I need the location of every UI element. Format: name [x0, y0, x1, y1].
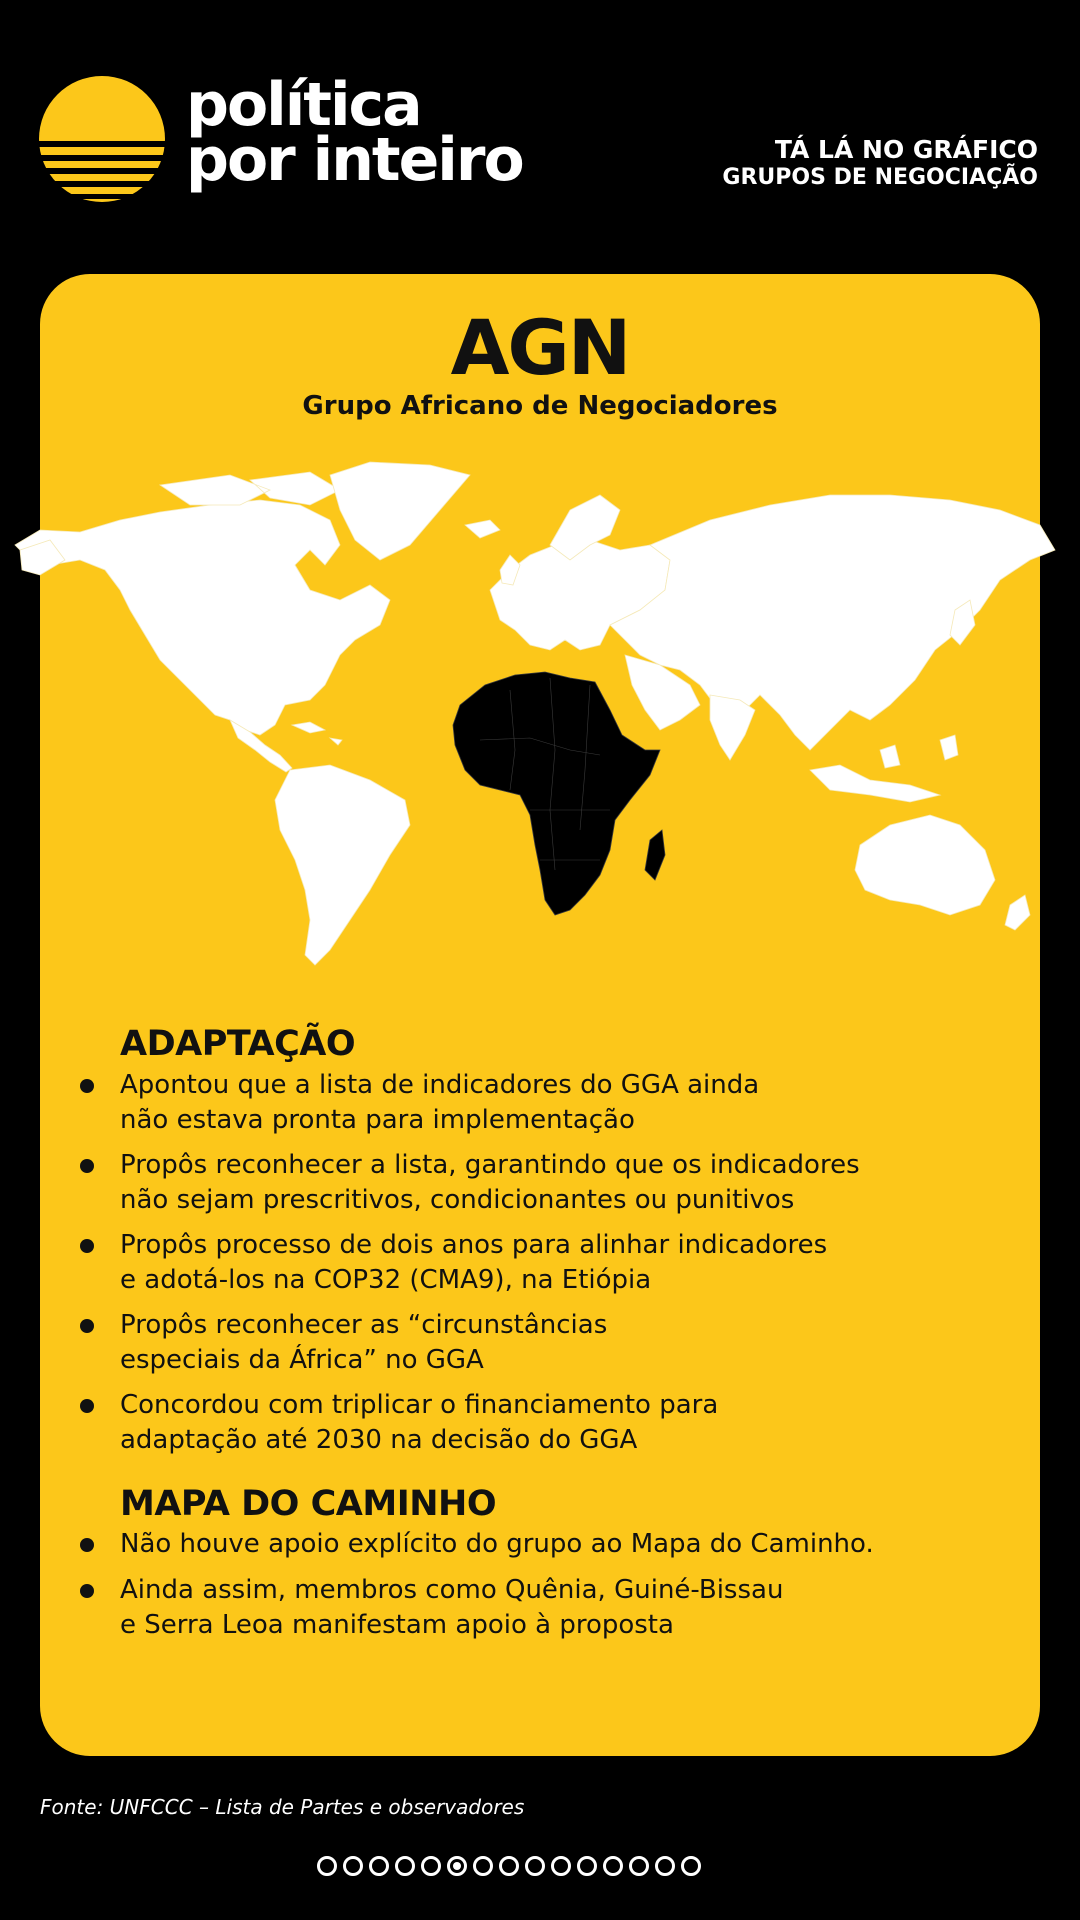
list-item-line: Propôs processo de dois anos para alinhar indicadores	[120, 1230, 828, 1260]
list-item-line: Ainda assim, membros como Quênia, Guiné-Bissau	[120, 1575, 784, 1605]
page-dot[interactable]	[343, 1856, 363, 1876]
carousel-pagination[interactable]	[317, 1856, 701, 1876]
list-item-line: Propôs reconhecer as “circunstâncias	[120, 1310, 608, 1340]
list-item-line: não estava pronta para implementação	[120, 1105, 635, 1135]
south-america-shape	[275, 765, 410, 965]
page-dot[interactable]	[395, 1856, 415, 1876]
australia-shape	[855, 815, 995, 915]
page-dot[interactable]	[551, 1856, 571, 1876]
caribbean-shape	[292, 722, 342, 745]
page-dot[interactable]	[603, 1856, 623, 1876]
list-item-line: especiais da África” no GGA	[120, 1345, 484, 1375]
list-item-line: adaptação até 2030 na decisão do GGA	[120, 1425, 638, 1455]
page-dot[interactable]	[525, 1856, 545, 1876]
map-land-highlight	[453, 672, 665, 915]
kicker-line-1: TÁ LÁ NO GRÁFICO	[774, 135, 1038, 164]
list-item-line: Não houve apoio explícito do grupo ao Mapa do Caminho.	[120, 1529, 874, 1559]
page-dot[interactable]	[577, 1856, 597, 1876]
series-kicker	[722, 136, 1038, 192]
page-dot[interactable]	[499, 1856, 519, 1876]
page-dot[interactable]	[655, 1856, 675, 1876]
page-title: AGN	[450, 303, 630, 392]
arctic-islands-shape	[160, 472, 340, 505]
page-dot[interactable]	[317, 1856, 337, 1876]
kicker-line-2: GRUPOS DE NEGOCIAÇÃO	[722, 165, 1038, 190]
list-item-line: Concordou com triplicar o financiamento para	[120, 1390, 719, 1420]
list-item-line: e Serra Leoa manifestam apoio à proposta	[120, 1610, 674, 1640]
sun-logo-icon	[38, 75, 166, 203]
sea-islands-shape	[810, 735, 958, 802]
greenland-shape	[330, 462, 470, 560]
madagascar-shape	[645, 830, 665, 880]
page-dot[interactable]	[629, 1856, 649, 1876]
source-note: Fonte: UNFCCC – Lista de Partes e observadores	[40, 1795, 525, 1819]
page-dot[interactable]	[369, 1856, 389, 1876]
brand-line-1: política	[186, 70, 421, 140]
section-heading-mapa-do-caminho: MAPA DO CAMINHO	[120, 1484, 497, 1524]
page-subtitle: Grupo Africano de Negociadores	[302, 391, 778, 421]
list-item-line: e adotá-los na COP32 (CMA9), na Etiópia	[120, 1265, 652, 1295]
page-dot[interactable]	[421, 1856, 441, 1876]
new-zealand-shape	[1005, 895, 1030, 930]
page-dot-active[interactable]	[447, 1856, 467, 1876]
section-heading-adaptacao: ADAPTAÇÃO	[120, 1024, 356, 1064]
page-dot[interactable]	[681, 1856, 701, 1876]
list-item-line: Apontou que a lista de indicadores do GGA ainda	[120, 1070, 760, 1100]
list-item-line: Propôs reconhecer a lista, garantindo que os indicadores	[120, 1150, 860, 1180]
brand-line-2: por inteiro	[186, 125, 523, 195]
africa-shape	[453, 672, 660, 915]
list-item-line: não sejam prescritivos, condicionantes ou punitivos	[120, 1185, 795, 1215]
iceland-shape	[465, 520, 500, 538]
north-america-shape	[15, 500, 390, 735]
page-dot[interactable]	[473, 1856, 493, 1876]
world-map	[10, 450, 1070, 970]
brand-wordmark	[186, 70, 523, 195]
